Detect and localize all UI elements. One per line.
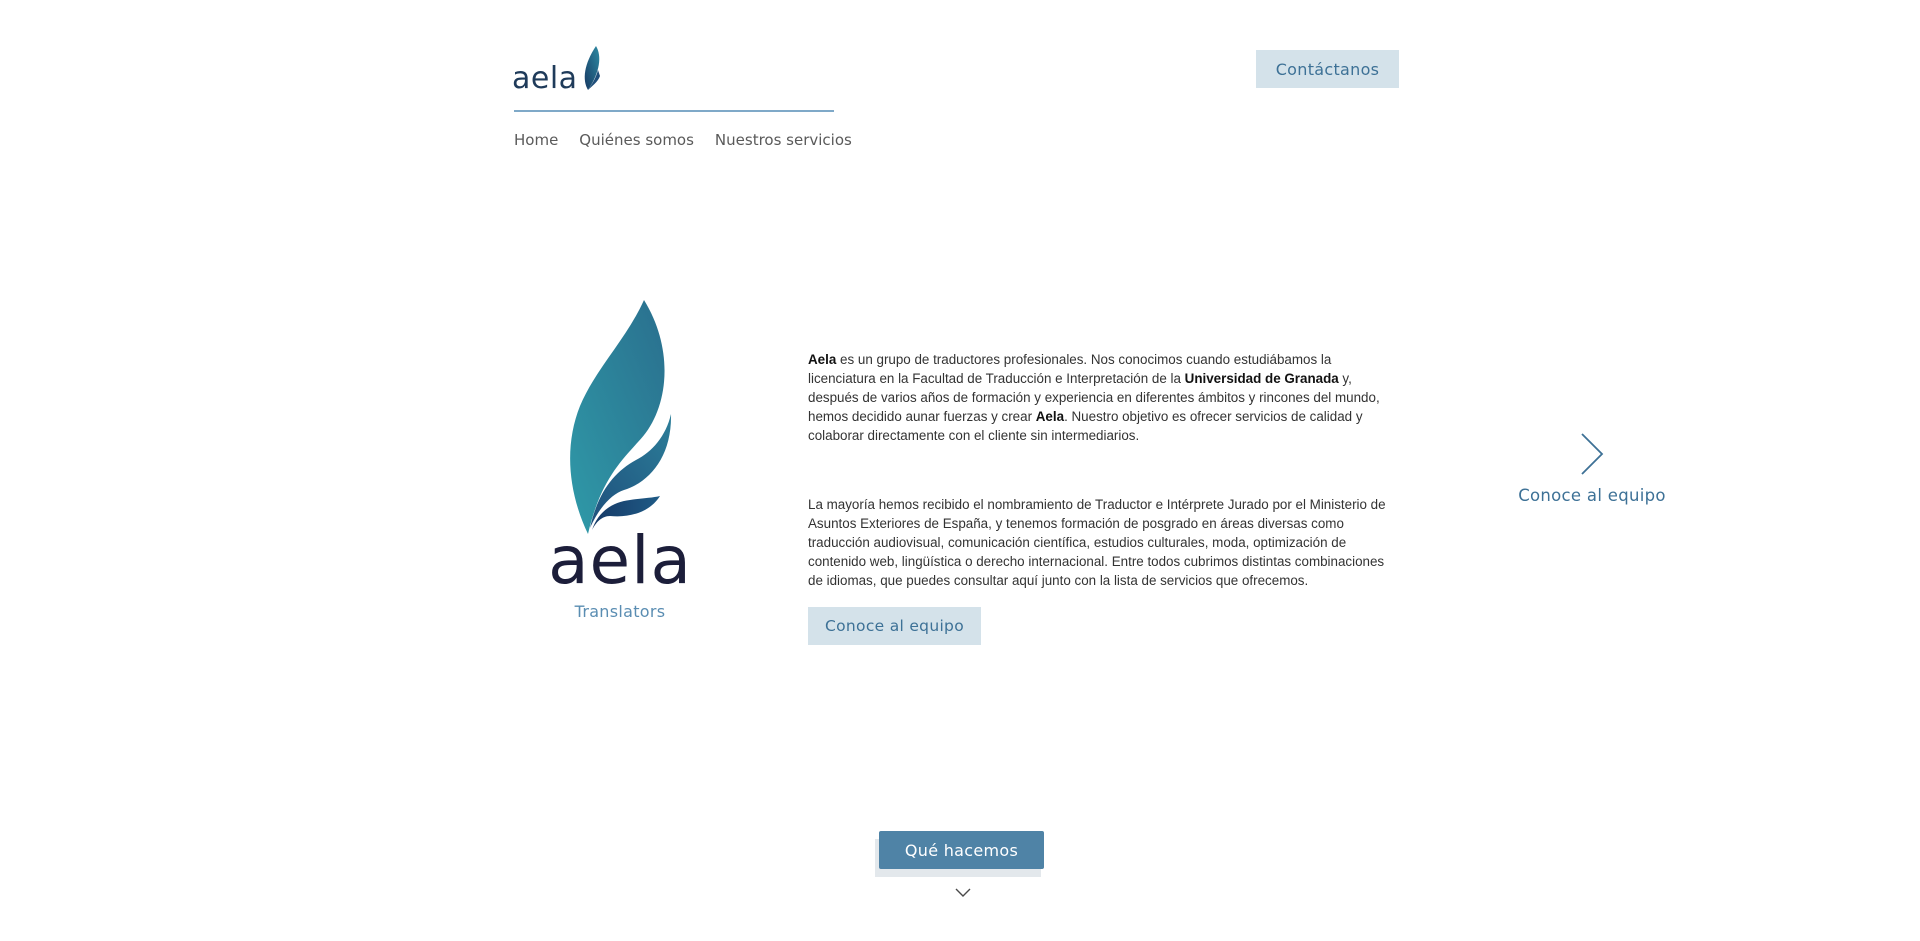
nav-home[interactable]: Home: [514, 131, 559, 149]
about-brand-bold: Aela: [808, 352, 837, 367]
about-text-span: . Nuestro objetivo es ofrecer servicios de calidad y colaborar directamente con el cliente sin intermediarios.: [808, 409, 1363, 443]
next-slide-label[interactable]: Conoce al equipo: [1518, 486, 1666, 505]
main-nav: [514, 131, 852, 149]
que-hacemos-button[interactable]: Qué hacemos: [879, 831, 1044, 869]
feather-logo-icon: [580, 46, 602, 92]
contact-button[interactable]: Contáctanos: [1256, 50, 1399, 88]
about-text: [808, 350, 1398, 590]
nav-quienes-somos[interactable]: Quiénes somos: [579, 131, 694, 149]
about-paragraph-1: [808, 350, 1398, 445]
about-university-bold: Universidad de Granada: [1184, 371, 1339, 386]
about-paragraph-2: La mayoría hemos recibido el nombramiento de Traductor e Intérprete Jurado por el Ministerio de Asuntos Exteriores de España, y tenemos formación de posgrado en áreas diversas como traducción audiovisual, comunicación científica, estudios culturales, moda, optimización de contenido web, lingüística o derecho internacional. Entre todos cubrimos distintas combinaciones de idiomas, que puedes consultar aquí junto con la lista de servicios que ofrecemos.: [808, 497, 1386, 588]
feather-icon: [540, 296, 700, 536]
nav-nuestros-servicios[interactable]: Nuestros servicios: [714, 131, 852, 149]
header-divider: [514, 110, 834, 112]
chevron-down-icon[interactable]: [954, 887, 972, 899]
header-logo[interactable]: [512, 46, 602, 94]
hero-logo: [540, 296, 700, 626]
next-slide-link[interactable]: [1512, 432, 1672, 505]
logo-wordmark: aela: [512, 61, 578, 96]
hero-wordmark: aela: [548, 522, 692, 599]
about-text-span: y, después de varios años de formación y experiencia en diferentes ámbitos y rincones del mundo, hemos decidido aunar fuerzas y crear: [808, 371, 1380, 424]
chevron-right-icon[interactable]: [1579, 432, 1605, 476]
about-brand-bold: Aela: [1035, 409, 1065, 424]
hero-tagline: Translators: [574, 602, 666, 621]
about-text-span: es un grupo de traductores profesionales. Nos conocimos cuando estudiábamos la licenciatura en la Facultad de Traducción e Interpretación de la: [808, 352, 1332, 386]
conoce-equipo-button[interactable]: Conoce al equipo: [808, 607, 981, 645]
